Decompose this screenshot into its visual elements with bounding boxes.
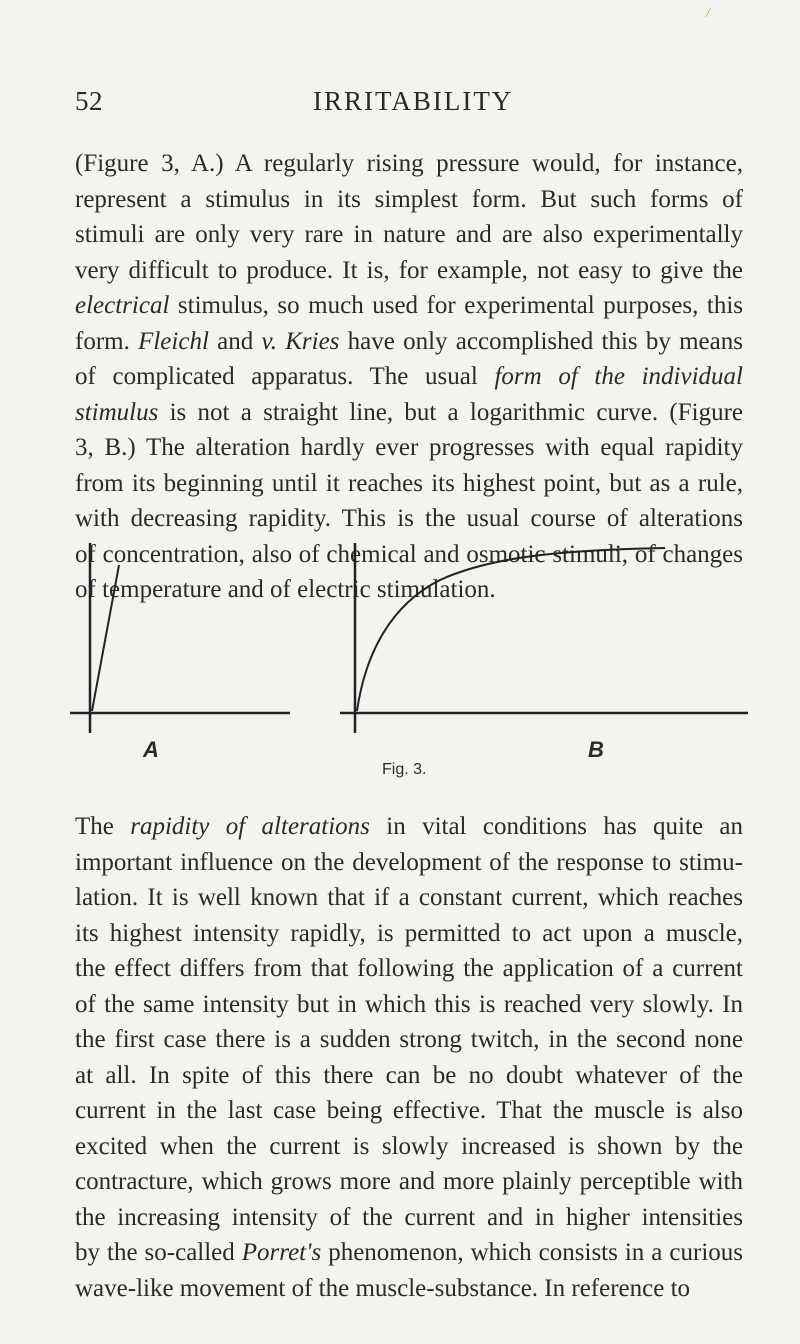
text-line	[75, 359, 743, 395]
figure-label-b: B	[588, 737, 604, 762]
text-segment: have only accomplished this by means	[339, 327, 743, 355]
text-segment: stimulus, so much used for experimental purposes, this	[169, 292, 743, 319]
italic-phrase: stimulus	[75, 398, 159, 426]
text-line: from its beginning until it reaches its highest point, but as a rule,	[75, 469, 743, 497]
italic-phrase: electrical	[75, 292, 170, 319]
text-line: of concentration, also of chemical and osmotic stimuli, of changes	[75, 540, 743, 568]
running-title: IRRITABILITY	[313, 86, 514, 116]
italic-phrase: rapidity of alterations	[130, 813, 370, 840]
stray-pen-mark: /	[706, 6, 710, 21]
text-segment: of complicated apparatus. The usual	[75, 363, 495, 390]
text-line: current in the last case being effective. That the muscle is also	[75, 1097, 743, 1124]
text-segment: in vital conditions has quite an	[369, 813, 744, 840]
text-line	[75, 395, 743, 431]
text-line: lation. It is well known that if a constant current, which reaches	[75, 884, 743, 911]
italic-phrase: v. Kries	[261, 327, 340, 355]
text-line: (Figure 3, A.) A regularly rising pressure would, for instance,	[75, 150, 743, 177]
figure-3-diagram	[60, 535, 760, 785]
page-header	[0, 86, 800, 126]
text-segment: form.	[75, 327, 139, 355]
text-line: excited when the current is slowly increased is shown by the	[75, 1132, 743, 1160]
text-line: represent a stimulus in its simplest form. But such forms of	[75, 185, 743, 213]
paragraph-2	[75, 809, 743, 1306]
figure-label-a: A	[143, 737, 159, 762]
text-line: its highest intensity rapidly, is permitted to act upon a muscle,	[75, 919, 743, 947]
text-line: very difficult to produce. It is, for example, not easy to give the	[75, 256, 743, 284]
italic-phrase: Fleichl	[138, 327, 209, 355]
text-segment: and	[208, 327, 262, 355]
text-segment: by the so-called	[75, 1239, 242, 1266]
panel-b-logarithmic-curve	[357, 548, 665, 711]
italic-phrase: Porret's	[241, 1239, 322, 1266]
text-line	[75, 288, 743, 324]
text-line: the increasing intensity of the current and in higher intensities	[75, 1203, 743, 1231]
text-line: the first case there is a sudden strong twitch, in the second none	[75, 1026, 743, 1053]
text-line: the effect differs from that following the application of a current	[75, 955, 743, 982]
text-line: at all. In spite of this there can be no doubt whatever of the	[75, 1061, 743, 1089]
text-segment: The	[75, 813, 131, 840]
text-line	[75, 809, 743, 845]
text-line: 3, B.) The alteration hardly ever progresses with equal rapidity	[75, 434, 743, 461]
text-line: with decreasing rapidity. This is the usual course of alterations	[75, 505, 743, 532]
text-line: of the same intensity but in which this is reached very slowly. In	[75, 990, 743, 1018]
text-line	[75, 1235, 743, 1271]
page-number: 52	[75, 86, 103, 116]
text-segment: is not a straight line, but a logarithmic curve. (Figure	[158, 398, 743, 426]
figure-3	[60, 535, 760, 785]
text-line	[75, 324, 743, 360]
text-segment: phenomenon, which consists in a curious	[321, 1239, 743, 1266]
text-line: contracture, which grows more and more plainly perceptible with	[75, 1168, 743, 1195]
text-line: wave-like movement of the muscle-substance. In reference to	[75, 1274, 691, 1302]
figure-caption: Fig. 3.	[382, 761, 427, 778]
text-line: of temperature and of electric stimulation.	[75, 576, 496, 603]
italic-phrase: form of the individual	[494, 363, 743, 390]
text-line: important influence on the development of the response to stimu-	[75, 848, 743, 876]
panel-a-linear-curve	[92, 565, 119, 711]
text-line: stimuli are only very rare in nature and are also experimentally	[75, 221, 743, 248]
